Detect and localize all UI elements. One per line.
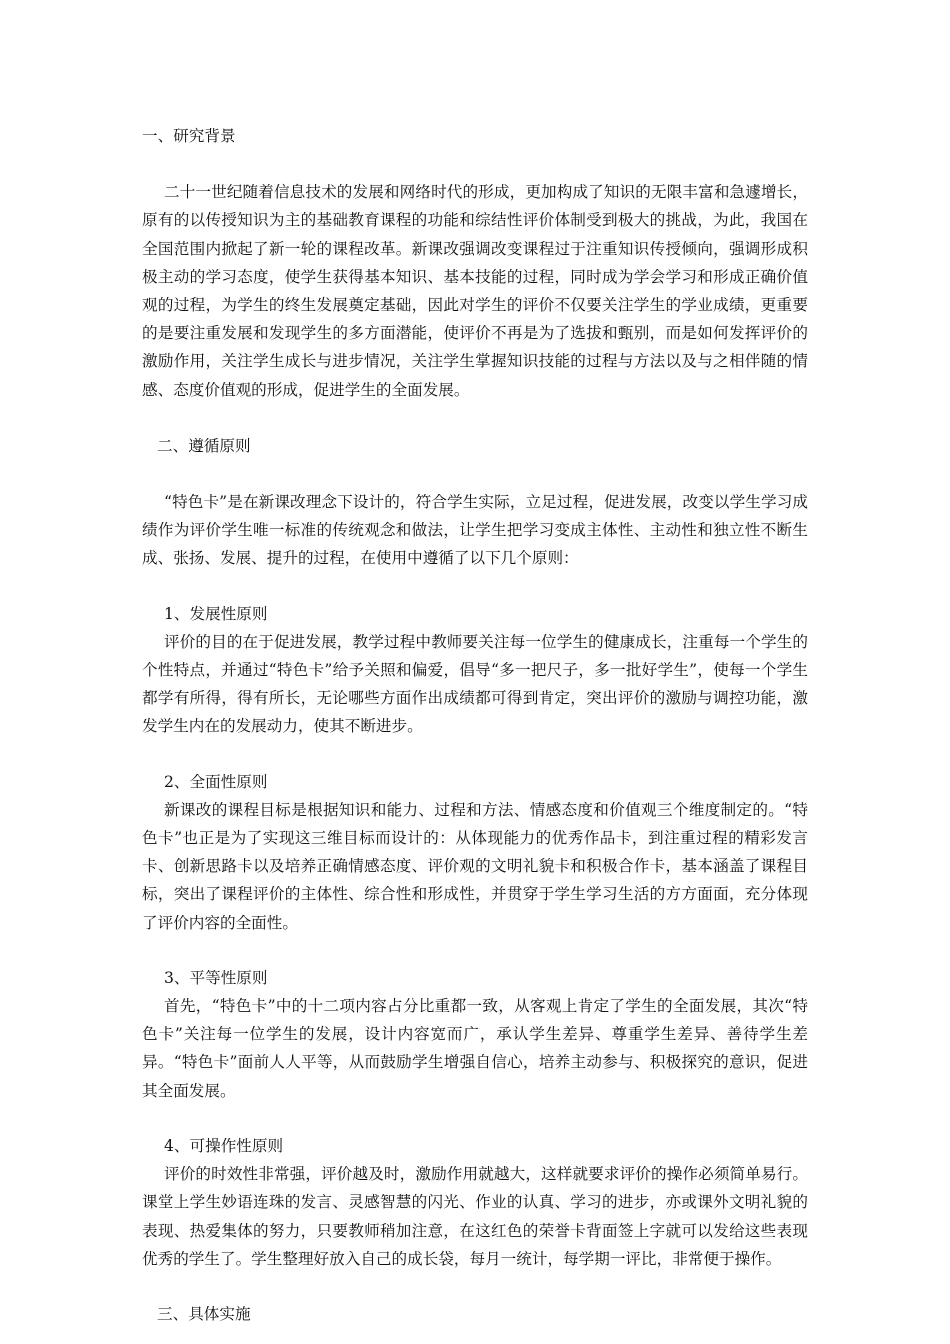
spacer	[142, 573, 808, 600]
spacer	[142, 937, 808, 964]
principle-title-development: 1、发展性原则	[164, 604, 268, 623]
spacer	[142, 1273, 808, 1300]
document-page	[142, 122, 808, 1328]
section-heading-principles: 二、遵循原则	[157, 436, 251, 455]
paragraph-background: 二十一世纪随着信息技术的发展和网络时代的形成，更加构成了知识的无限丰富和急遽增长，原有的以传授知识为主的基础教育课程的功能和综结性评价体制受到极大的挑战，为此，我国在全国范围内掀起了新一轮的课程改革。新课改强调改变课程过于注重知识传授倾向，强调形成积极主动的学习态度，使学生获得基本知识、基本技能的过程，同时成为学会学习和形成正确价值观的过程，为学生的终生发展奠定基础，因此对学生的评价不仅要关注学生的学业成绩，更重要的是要注重发展和发现学生的多方面潜能，使评价不再是为了选拔和甄别，而是如何发挥评价的激励作用，关注学生成长与进步情况，关注学生掌握知识技能的过程与方法以及与之相伴随的情感、态度价值观的形成，促进学生的全面发展。	[142, 183, 808, 399]
principle-text-equality: 首先，“特色卡”中的十二项内容占分比重都一致，从客观上肯定了学生的全面发展，其次“特色卡”关注每一位学生的发展，设计内容宽而广，承认学生差异、尊重学生差异、善待学生差异。“特色卡”面前人人平等，从而鼓励学生增强自信心，培养主动参与、积极探究的意识，促进其全面发展。	[142, 997, 808, 1100]
section-heading-background: 一、研究背景	[142, 127, 236, 145]
spacer	[142, 1105, 808, 1132]
principle-text-comprehensive: 新课改的课程目标是根据知识和能力、过程和方法、情感态度和价值观三个维度制定的。“特色卡”也正是为了实现这三维目标而设计的：从体现能力的优秀作品卡，到注重过程的精彩发言卡、创新思路卡以及培养正确情感态度、评价观的文明礼貌卡和积极合作卡，基本涵盖了课程目标，突出了课程评价的主体性、综合性和形成性，并贯穿于学生学习生活的方方面面，充分体现了评价内容的全面性。	[142, 800, 808, 932]
principle-text-operability: 评价的时效性非常强，评价越及时，激励作用就越大，这样就要求评价的操作必须简单易行。课堂上学生妙语连珠的发言、灵感智慧的闪光、作业的认真、学习的进步，亦或课外文明礼貌的表现、热爱集体的努力，只要教师稍加注意，在这红色的荣誉卡背面签上字就可以发给这些表现优秀的学生了。学生整理好放入自己的成长袋，每月一统计，每学期一评比，非常便于操作。	[142, 1165, 808, 1268]
spacer	[142, 150, 808, 178]
section-heading-implementation: 三、具体实施	[157, 1304, 251, 1323]
principle-text-development: 评价的目的在于促进发展，教学过程中教师要关注每一位学生的健康成长，注重每一个学生的个性特点，并通过“特色卡”给予关照和偏爱，倡导“多一把尺子，多一批好学生”，使每一个学生都学有所得，得有所长，无论哪些方面作出成绩都可得到肯定，突出评价的激励与调控功能，激发学生内在的发展动力，使其不断进步。	[142, 632, 808, 736]
spacer	[142, 460, 808, 488]
paragraph-principles-intro: “特色卡”是在新课改理念下设计的，符合学生实际，立足过程，促进发展，改变以学生学习成绩作为评价学生唯一标准的传统观念和做法，让学生把学习变成主体性、主动性和独立性不断生成、张扬、发展、提升的过程，在使用中遵循了以下几个原则：	[142, 493, 808, 568]
principle-title-operability: 4、可操作性原则	[164, 1136, 284, 1155]
principle-title-comprehensive: 2、全面性原则	[164, 772, 268, 791]
principle-title-equality: 3、平等性原则	[164, 968, 268, 987]
spacer	[142, 404, 808, 432]
spacer	[142, 741, 808, 768]
